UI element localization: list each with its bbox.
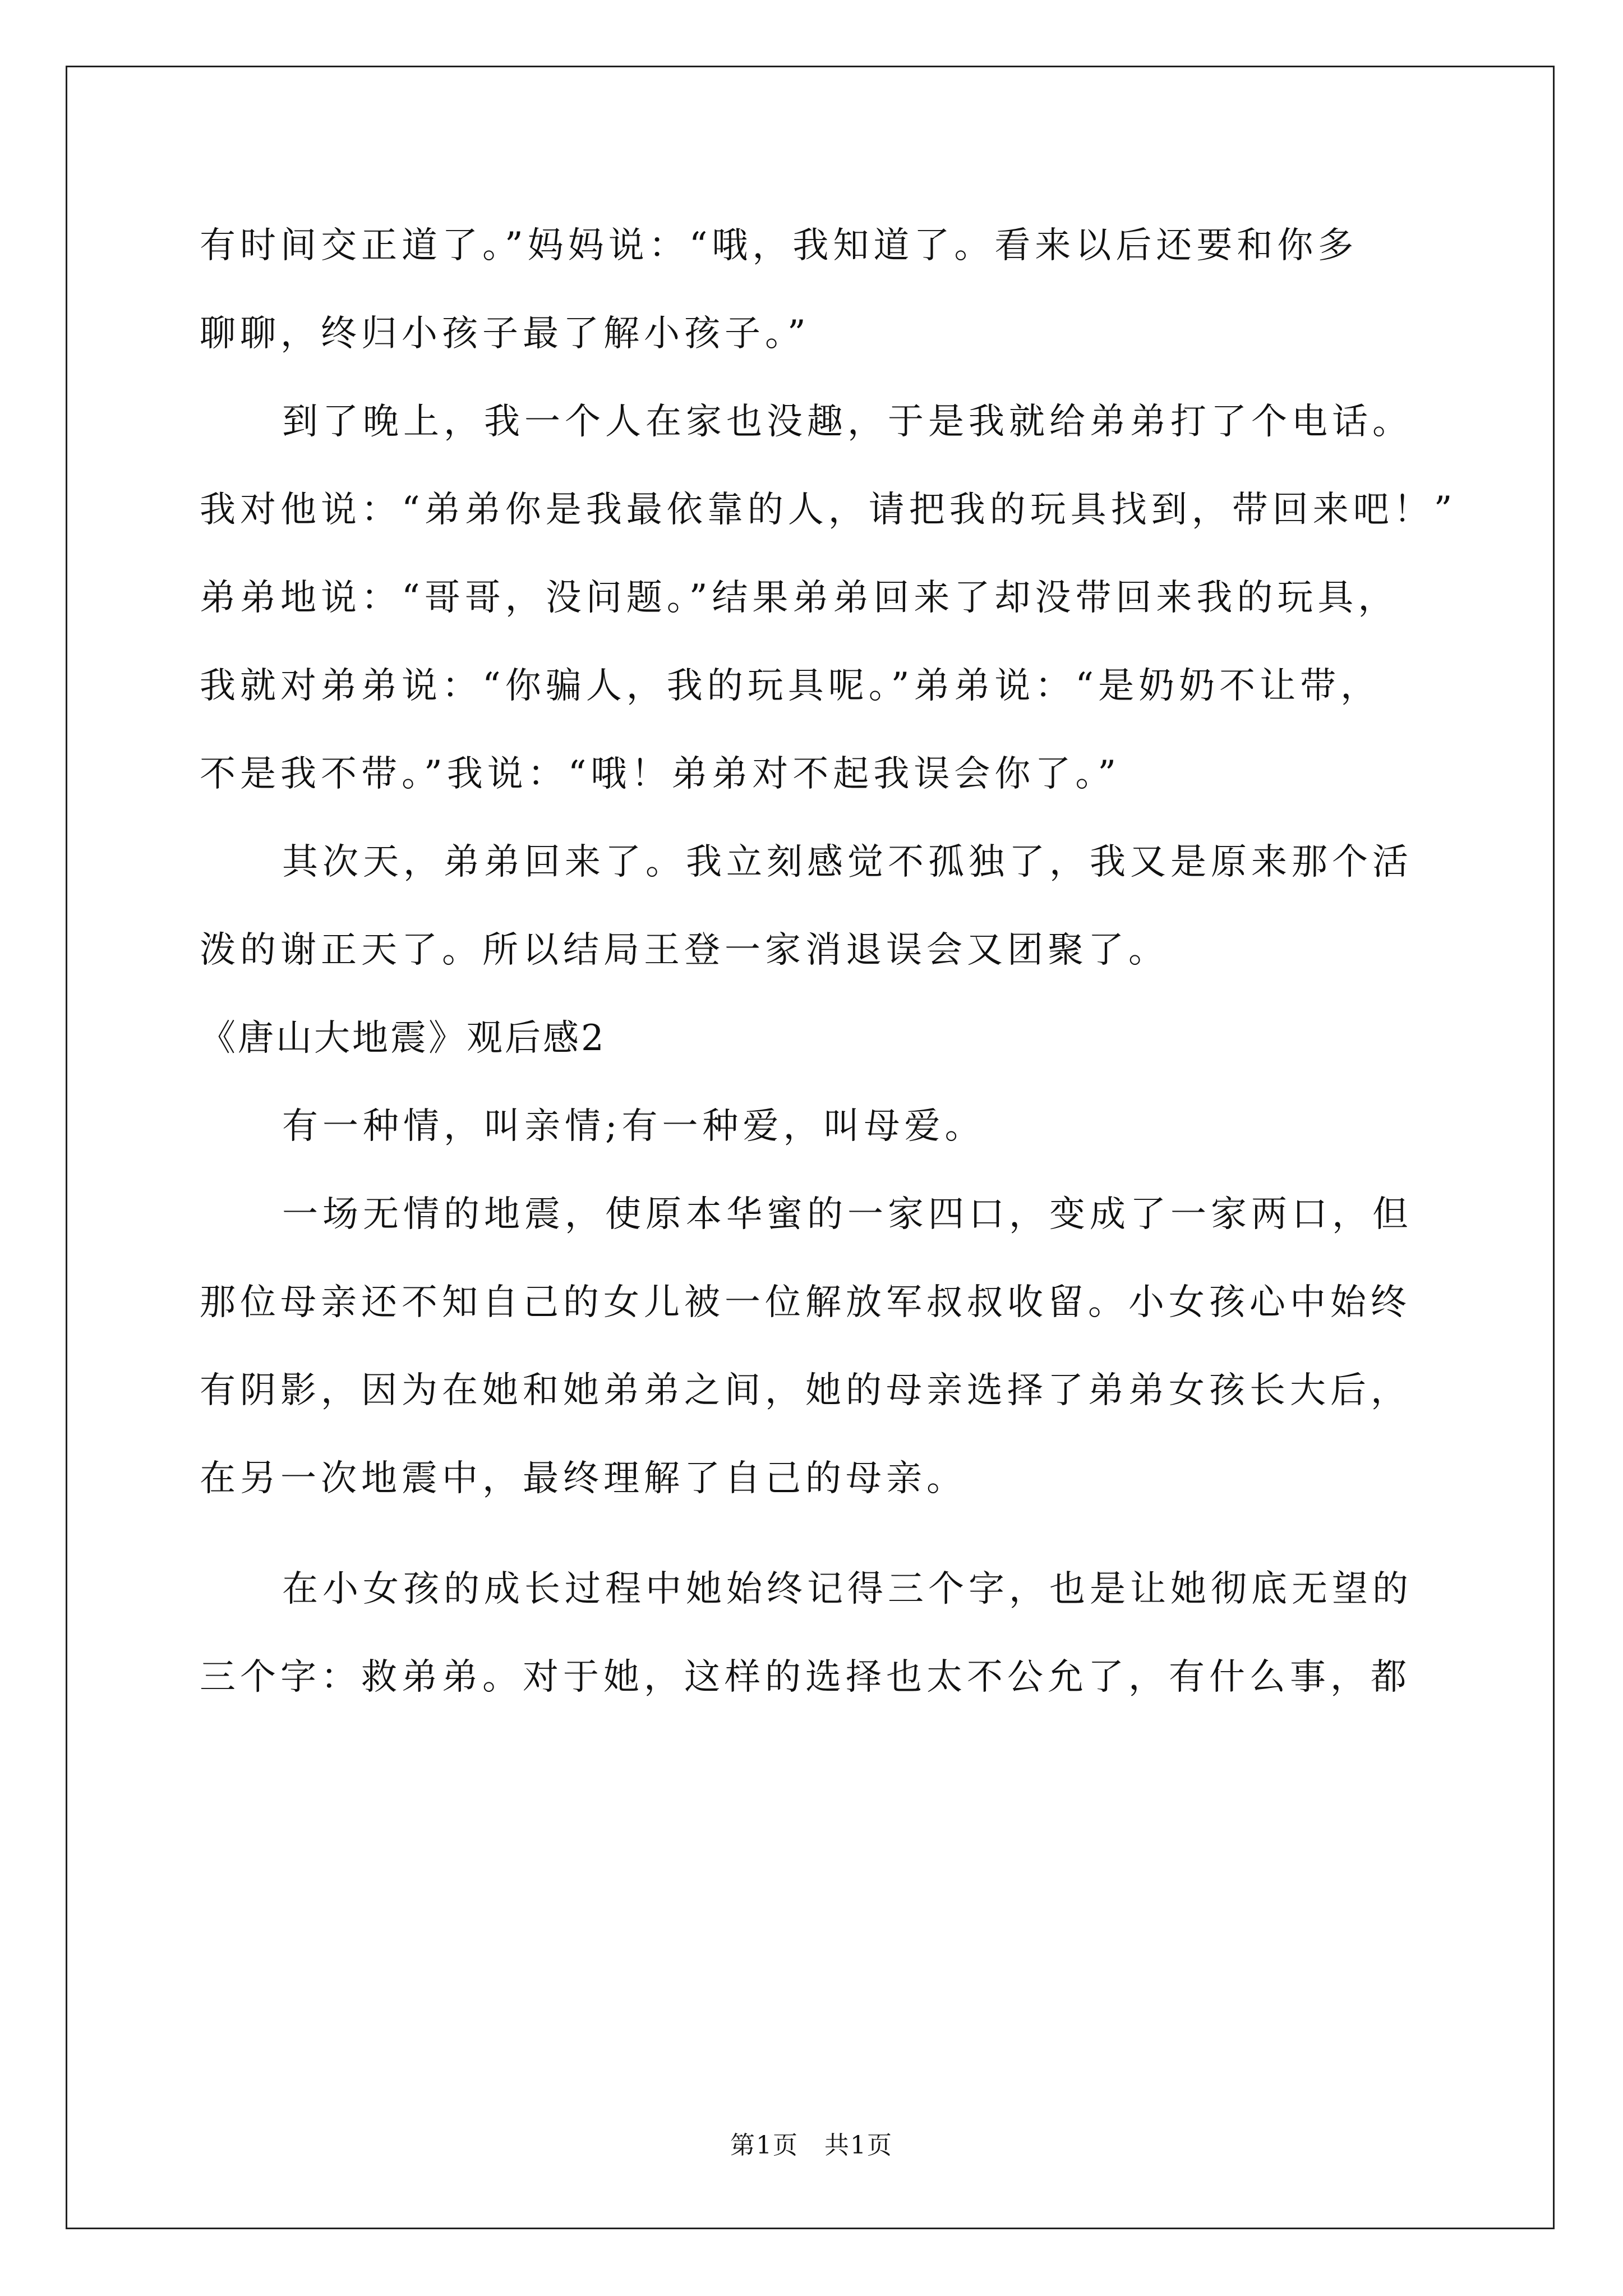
text-line: 有阴影，因为在她和她弟弟之间，她的母亲选择了弟弟女孩长大后， bbox=[200, 1370, 1411, 1411]
text-line: 那位母亲还不知自己的女儿被一位解放军叔叔收留。小女孩心中始终 bbox=[200, 1282, 1411, 1323]
page-total: 共1页 bbox=[824, 2131, 893, 2160]
paragraph-start-line: 一场无情的地震，使原本华蜜的一家四口，变成了一家两口，但 bbox=[282, 1194, 1413, 1235]
text-line: 聊聊，终归小孩子最了解小孩子。” bbox=[200, 313, 810, 355]
text-line: 我就对弟弟说：“你骗人，我的玩具呢。”弟弟说：“是奶奶不让带， bbox=[200, 665, 1381, 707]
section-heading: 《唐山大地震》观后感2 bbox=[200, 1018, 606, 1059]
text-line: 弟弟地说：“哥哥，没问题。”结果弟弟回来了却没带回来我的玩具， bbox=[200, 577, 1399, 619]
page-number: 第1页 bbox=[730, 2131, 799, 2160]
paragraph-start-line: 有一种情，叫亲情;有一种爱，叫母爱。 bbox=[282, 1106, 985, 1147]
document-body bbox=[200, 202, 1457, 1722]
page-footer bbox=[0, 2129, 1623, 2162]
text-line: 泼的谢正天了。所以结局王登一家消退误会又团聚了。 bbox=[200, 930, 1169, 971]
text-line: 在另一次地震中，最终理解了自己的母亲。 bbox=[200, 1458, 967, 1499]
text-line: 有时间交正道了。”妈妈说：“哦，我知道了。看来以后还要和你多 bbox=[200, 225, 1358, 266]
text-line: 三个字：救弟弟。对于她，这样的选择也太不公允了，有什么事，都 bbox=[200, 1657, 1411, 1698]
text-line: 不是我不带。”我说：“哦！弟弟对不起我误会你了。” bbox=[200, 753, 1121, 795]
paragraph-start-line: 在小女孩的成长过程中她始终记得三个字，也是让她彻底无望的 bbox=[282, 1568, 1413, 1610]
paragraph-start-line: 其次天，弟弟回来了。我立刻感觉不孤独了，我又是原来那个活 bbox=[282, 841, 1413, 883]
text-line: 我对他说：“弟弟你是我最依靠的人，请把我的玩具找到，带回来吧！” bbox=[200, 489, 1457, 531]
paragraph-start-line: 到了晚上，我一个人在家也没趣，于是我就给弟弟打了个电话。 bbox=[282, 401, 1413, 443]
